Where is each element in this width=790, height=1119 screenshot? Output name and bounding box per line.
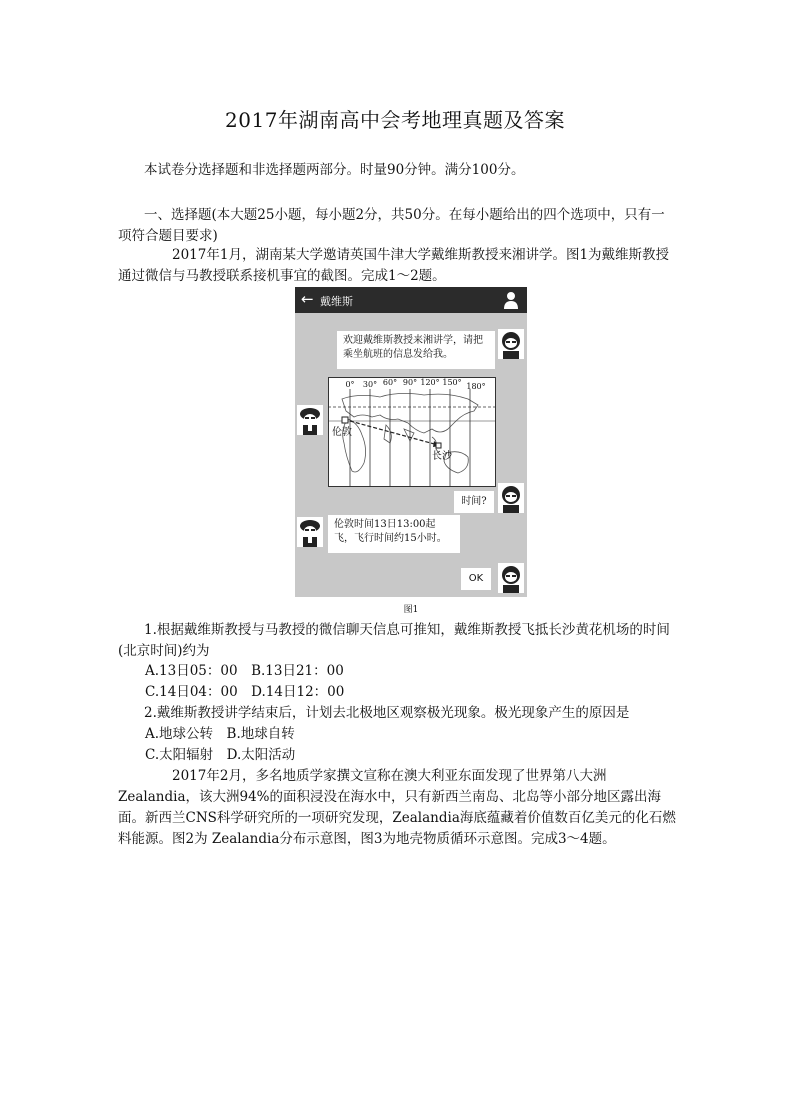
message-ok: OK xyxy=(461,568,491,590)
avatar-icon xyxy=(297,517,323,547)
page-title: 2017年湖南高中会考地理真题及答案 xyxy=(225,108,565,132)
contact-name: 戴维斯 xyxy=(320,295,353,308)
london-label: 伦敦 xyxy=(332,427,352,438)
lon-150-label: 150° xyxy=(442,378,462,387)
avatar-icon xyxy=(498,563,524,593)
figure-caption: 图1 xyxy=(403,605,419,615)
lon-0-label: 0° xyxy=(345,380,355,389)
question-context-1: 2017年1月，湖南某大学邀请英国牛津大学戴维斯教授来湘讲学。图1为戴维斯教授通过微信与马教授联系接机事宜的截图。完成1～2题。 xyxy=(118,247,670,284)
question-2-options-cd: C.太阳辐射 D.太阳活动 xyxy=(145,747,296,763)
lon-120-label: 120° xyxy=(420,378,440,387)
avatar-icon xyxy=(297,405,323,435)
avatar-icon xyxy=(498,329,524,359)
section-heading: 一、选择题(本大题25小题，每小题2分，共50分。在每小题给出的四个选项中，只有一项符合题目要求) xyxy=(118,207,665,244)
question-1-options-ab: A.13日05：00 B.13日21：00 xyxy=(145,663,344,679)
question-2-options-ab: A.地球公转 B.地球自转 xyxy=(145,726,295,742)
question-1-options-cd: C.14日04：00 D.14日12：00 xyxy=(145,684,345,700)
question-context-2: 2017年2月，多名地质学家撰文宣称在澳大利亚东面发现了世界第八大洲Zealandia，该大洲94%的面积浸没在海水中，只有新西兰南岛、北岛等小部分地区露出海面。新西兰CNS科学研究所的一项研究发现，Zealandia海底蕴藏着价值数百亿美元的化石燃料能源。图2为 Zealandia分布示意图，图3为地壳物质循环示意图。完成3～4题。 xyxy=(118,768,676,847)
message-flight-info: 伦敦时间13日13:00起飞，飞行时间约15小时。 xyxy=(328,515,460,553)
message-welcome: 欢迎戴维斯教授来湘讲学，请把乘坐航班的信息发给我。 xyxy=(337,331,495,369)
message-time-question: 时间? xyxy=(454,491,494,513)
changsha-label: 长沙 xyxy=(432,451,452,462)
lon-60-label: 60° xyxy=(382,378,398,387)
map-figure xyxy=(328,377,496,487)
figure-1-chat xyxy=(295,287,527,597)
back-arrow-icon: ← xyxy=(301,290,314,308)
lon-30-label: 30° xyxy=(362,380,378,389)
question-1-stem: 1.根据戴维斯教授与马教授的微信聊天信息可推知，戴维斯教授飞抵长沙黄花机场的时间(北京时间)约为 xyxy=(118,622,670,659)
person-icon xyxy=(503,291,519,309)
lon-90-label: 90° xyxy=(402,378,418,387)
lon-180-label: 180° xyxy=(466,382,486,391)
avatar-icon xyxy=(498,483,524,513)
question-2-stem: 2.戴维斯教授讲学结束后，计划去北极地区观察极光现象。极光现象产生的原因是 xyxy=(144,705,630,721)
chat-header xyxy=(295,287,527,313)
intro-text: 本试卷分选择题和非选择题两部分。时量90分钟。满分100分。 xyxy=(144,162,525,178)
